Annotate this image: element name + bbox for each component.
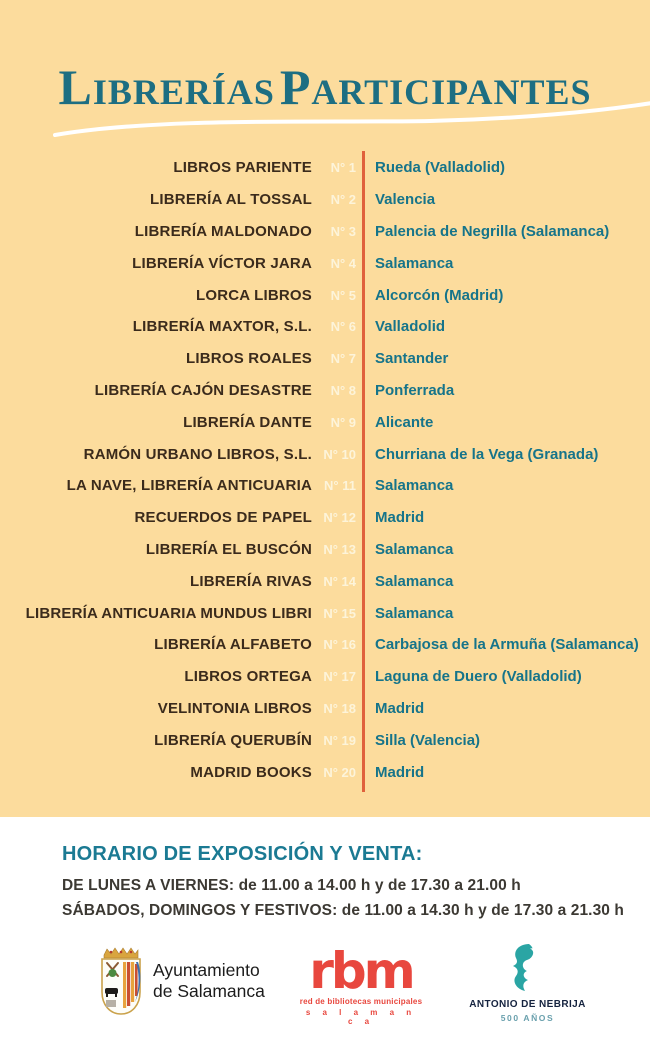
- bookstore-city: Madrid: [375, 509, 425, 527]
- stand-number: N° 17: [323, 669, 356, 685]
- bookstore-city: Salamanca: [375, 477, 454, 495]
- list-item: [0, 343, 650, 375]
- list-item: [0, 438, 650, 470]
- stand-number: N° 1: [330, 160, 356, 176]
- nebrija-figure-icon: [509, 943, 547, 995]
- shield-icon: [98, 946, 144, 1016]
- title-rest-2: ARTICIPANTES: [311, 72, 592, 112]
- title-initial-2: P: [279, 59, 312, 115]
- bookstore-city: Alicante: [375, 413, 434, 431]
- stand-number: N° 18: [323, 700, 356, 716]
- list-item: [0, 311, 650, 343]
- list-item: [0, 756, 650, 788]
- bookstore-city: Salamanca: [375, 572, 454, 590]
- list-item: [0, 565, 650, 597]
- list-item: [0, 247, 650, 279]
- bookstore-city: Valencia: [375, 191, 436, 209]
- title-initial-1: L: [58, 59, 93, 115]
- bookstore-city: Ponferrada: [375, 381, 455, 399]
- stand-number: N° 7: [330, 351, 356, 367]
- bookstore-name: LIBROS PARIENTE: [173, 159, 312, 177]
- list-item: [0, 216, 650, 248]
- list-item: [0, 661, 650, 693]
- bookstore-city: Salamanca: [375, 254, 454, 272]
- bookstore-city: Valladolid: [375, 318, 446, 336]
- bookstore-name: LIBROS ORTEGA: [184, 668, 312, 686]
- bookstore-name: LIBRERÍA RIVAS: [190, 572, 312, 590]
- stand-number: N° 9: [330, 414, 356, 430]
- stand-number: N° 12: [323, 510, 356, 526]
- bookstore-name: LIBRERÍA AL TOSSAL: [150, 191, 312, 209]
- schedule-weekdays: [62, 873, 624, 898]
- nebrija-anniversary: 500 AÑOS: [500, 1013, 555, 1023]
- nebrija-name: ANTONIO DE NEBRIJA: [469, 999, 586, 1010]
- rbm-city: s a l a m a n c a: [305, 1008, 417, 1026]
- list-item: [0, 470, 650, 502]
- bookstore-name: RECUERDOS DE PAPEL: [134, 509, 312, 527]
- bookstore-city: Rueda (Valladolid): [375, 159, 506, 177]
- stand-number: N° 11: [324, 478, 356, 494]
- list-item: [0, 693, 650, 725]
- bookstore-city: Salamanca: [375, 540, 454, 558]
- stand-number: N° 14: [323, 573, 356, 589]
- ayuntamiento-line2: de Salamanca: [153, 981, 265, 1001]
- list-item: [0, 534, 650, 566]
- bookstore-city: Laguna de Duero (Valladolid): [375, 668, 582, 686]
- weekdays-label: DE LUNES A VIERNES:: [62, 877, 235, 894]
- bookstore-name: LIBRERÍA ALFABETO: [154, 636, 312, 654]
- swoosh-underline-icon: [0, 95, 650, 145]
- stand-number: N° 6: [330, 319, 356, 335]
- list-item: [0, 597, 650, 629]
- bookstore-name: VELINTONIA LIBROS: [157, 699, 312, 717]
- bookstore-name: LIBRERÍA ANTICUARIA MUNDUS LIBRI: [25, 604, 312, 622]
- bookstore-name: LORCA LIBROS: [195, 286, 312, 304]
- bookstore-name: LIBRERÍA CAJÓN DESASTRE: [94, 381, 312, 399]
- bookstore-list: [0, 152, 650, 788]
- bookstore-name: LIBRERÍA DANTE: [183, 413, 312, 431]
- list-item: [0, 375, 650, 407]
- stand-number: N° 20: [323, 764, 356, 780]
- weekends-label: SÁBADOS, DOMINGOS Y FESTIVOS:: [62, 902, 338, 919]
- bookstore-name: LIBRERÍA MAXTOR, S.L.: [132, 318, 312, 336]
- bookstore-city: Alcorcón (Madrid): [375, 286, 504, 304]
- list-item: [0, 184, 650, 216]
- list-item: [0, 724, 650, 756]
- bookstore-city: Silla (Valencia): [375, 731, 481, 749]
- stand-number: N° 13: [323, 541, 356, 557]
- rbm-acronym: rbm: [309, 942, 413, 1000]
- bookstore-city: Churriana de la Vega (Granada): [375, 445, 599, 463]
- stand-number: N° 10: [323, 446, 356, 462]
- nebrija-logo: [455, 943, 600, 1023]
- list-item: [0, 502, 650, 534]
- bookstore-name: LIBRERÍA QUERUBÍN: [154, 731, 312, 749]
- list-item: [0, 279, 650, 311]
- rbm-subtitle: red de bibliotecas municipales: [299, 997, 423, 1006]
- bookstore-name: LIBRERÍA VÍCTOR JARA: [132, 254, 312, 272]
- stand-number: N° 15: [323, 605, 356, 621]
- stand-number: N° 4: [330, 255, 356, 271]
- stand-number: N° 16: [323, 637, 356, 653]
- stand-number: N° 2: [330, 192, 356, 208]
- title-rest-1: IBRERÍAS: [92, 72, 275, 112]
- bookstore-name: LIBRERÍA EL BUSCÓN: [145, 540, 312, 558]
- rbm-logo: [299, 942, 423, 1026]
- list-item: [0, 152, 650, 184]
- stand-number: N° 8: [330, 382, 356, 398]
- schedule-heading: HORARIO DE EXPOSICIÓN Y VENTA:: [62, 843, 423, 865]
- bookstore-city: Salamanca: [375, 604, 454, 622]
- list-item: [0, 629, 650, 661]
- bookstore-name: MADRID BOOKS: [190, 763, 312, 781]
- weekends-hours: de 11.00 a 14.30 h y de 17.30 a 21.30 h: [341, 902, 624, 919]
- schedule-weekends: [62, 898, 624, 923]
- ayuntamiento-label: [153, 960, 265, 1002]
- ayuntamiento-logo: [98, 946, 265, 1016]
- bookstore-city: Madrid: [375, 699, 425, 717]
- bookstore-city: Palencia de Negrilla (Salamanca): [375, 222, 610, 240]
- bookstore-city: Carbajosa de la Armuña (Salamanca): [375, 636, 639, 654]
- bookstore-name: LA NAVE, LIBRERÍA ANTICUARIA: [66, 477, 312, 495]
- stand-number: N° 19: [323, 732, 356, 748]
- schedule-section: [62, 843, 624, 923]
- list-item: [0, 406, 650, 438]
- bookstore-name: RAMÓN URBANO LIBROS, S.L.: [83, 445, 312, 463]
- weekdays-hours: de 11.00 a 14.00 h y de 17.30 a 21.00 h: [238, 877, 521, 894]
- bookstore-city: Madrid: [375, 763, 425, 781]
- bookstore-name: LIBROS ROALES: [186, 350, 312, 368]
- ayuntamiento-line1: Ayuntamiento: [153, 960, 260, 980]
- stand-number: N° 5: [330, 287, 356, 303]
- bookstore-city: Santander: [375, 350, 449, 368]
- bookstore-name: LIBRERÍA MALDONADO: [134, 222, 312, 240]
- stand-number: N° 3: [330, 223, 356, 239]
